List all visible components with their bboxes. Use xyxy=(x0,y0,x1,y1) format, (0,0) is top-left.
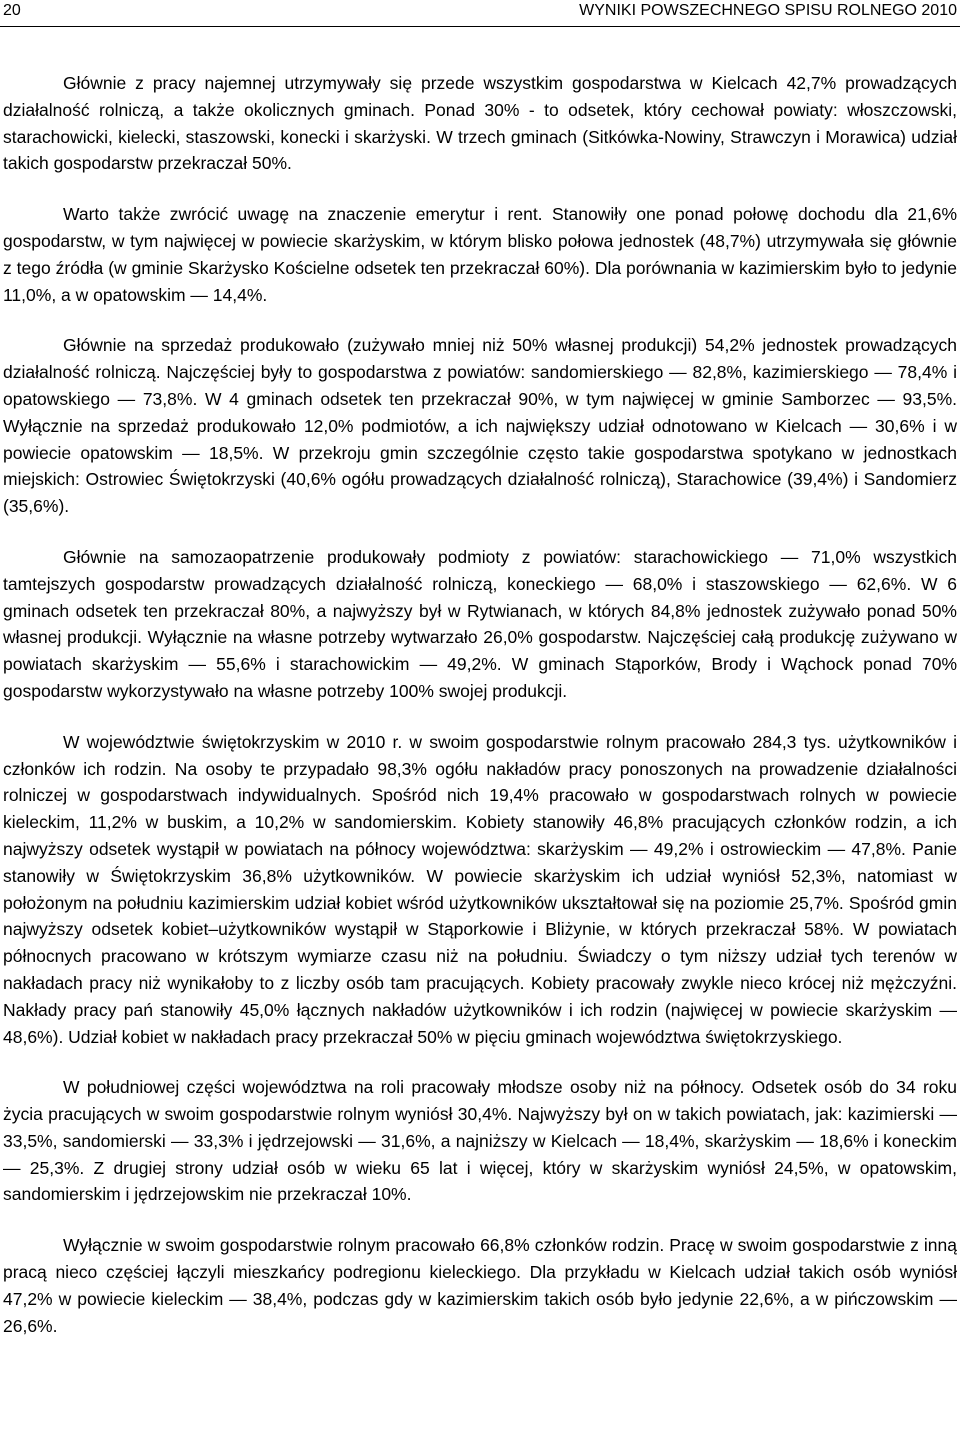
page-number: 20 xyxy=(3,2,21,19)
page-header xyxy=(0,0,960,27)
paragraph-other-work: Wyłącznie w swoim gospodarstwie rolnym pracowało 66,8% członków rodzin. Pracę w swoim gospodarstwie z inną pracą nieco częściej łączyli mieszkańcy podregionu kieleckiego. Dla przykładu w Kielcach udział takich osób wyniósł 47,2% w powiecie kieleckim — 38,4%, podczas gdy w kazimierskim takich osób było jedynie 22,6%, a w pińczowskim — 26,6%. xyxy=(3,1235,957,1336)
running-title: WYNIKI POWSZECHNEGO SPISU ROLNEGO 2010 xyxy=(579,2,957,19)
paragraph-sale-production: Głównie na sprzedaż produkowało (zużywało mniej niż 50% własnej produkcji) 54,2% jednostek prowadzących działalność rolniczą. Najczęściej były to gospodarstwa z powiatów: sandomierskiego — 82,8%, kazimierskiego — 78,4% i opatowskiego — 73,8%. W 4 gminach odsetek ten przekraczał 90%, w tym najwięcej w gminie Samborzec — 93,5%. Wyłącznie na sprzedaż produkowało 12,0% podmiotów, a ich największy udział odnotowano w Kielcach — 30,6% i w powiecie opatowskim — 18,5%. W przekroju gmin szczególnie często takie gospodarstwa spotykano w jednostkach miejskich: Ostrowiec Świętokrzyski (40,6% ogółu prowadzących działalność rolniczą), Starachowice (39,4%) i Sandomierz (35,6%). xyxy=(3,335,957,517)
paragraph-self-supply: Głównie na samozaopatrzenie produkowały podmioty z powiatów: starachowickiego — 71,0% wszystkich tamtejszych gospodarstw prowadzących działalność rolniczą, koneckiego — 68,0% i staszowskiego — 62,6%. W 6 gminach odsetek ten przekraczał 80%, a najwyższy był w Rytwianach, w których 84,8% jednostek zużywało ponad 50% własnej produkcji. Wyłącznie na własne potrzeby wytwarzało 26,0% gospodarstw. Najczęściej całą produkcję zużywano w powiatach skarżyskim — 55,6% i starachowickim — 49,2%. W gminach Stąporków, Brody i Wąchock ponad 70% gospodarstw wykorzystywało na własne potrzeby 100% swojej produkcji. xyxy=(3,546,957,701)
paragraph-workers: W województwie świętokrzyskim w 2010 r. w swoim gospodarstwie rolnym pracowało 284,3 tys. użytkowników i członków ich rodzin. Na osoby te przypadało 98,3% ogółu nakładów pracy ponoszonych na prowadzenie działalności rolniczej w gospodarstwach indywidualnych. Spośród nich 19,4% pracowało w gospodarstwach rolnych w powiecie kieleckim, 11,2% w buskim, a 10,2% w sandomierskim. Kobiety stanowiły 46,8% pracujących członków rodzin, a ich najwyższy odsetek wystąpił w powiatach na północy województwa: skarżyskim — 49,2% i ostrowieckim — 47,8%. Panie stanowiły w Świętokrzyskim 36,8% użytkowników. W powiecie skarżyskim ich udział wyniósł 52,3%, natomiast w położonym na południu kazimierskim udział kobiet wśród użytkowników ukształtował się na poziomie 25,7%. Spośród gmin najwyższy odsetek kobiet–użytkowników wystąpił w Stąporkowie i Bliżynie, w których przekraczał 58%. W powiatach północnych pracowano w krótszym wymiarze czasu niż na południu. Świadczy o tym niższy udział tych terenów w nakładach pracy niż wynikałoby to z liczby osób tam pracujących. Kobiety pracowały zwykle nieco krócej niż mężczyźni. Nakłady pracy pań stanowiły 45,0% łącznych nakładów użytkowników i ich rodzin (najwięcej w powiecie skarżyskim — 48,6%). Udział kobiet w nakładach pracy przekraczał 50% w pięciu gminach województwa świętokrzyskiego. xyxy=(3,731,957,1047)
body-text xyxy=(3,70,957,1363)
paragraph-pensions: Warto także zwrócić uwagę na znaczenie emerytur i rent. Stanowiły one ponad połowę dochodu dla 21,6% gospodarstw, w tym najwięcej w powiecie skarżyskim, w którym blisko połowa jednostek (48,7%) utrzymywała się głównie z tego źródła (w gminie Skarżysko Kościelne odsetek ten przekraczał 60%). Dla porównania w kazimierskim było to jedynie 11,0%, a w opatowskim — 14,4%. xyxy=(3,204,957,305)
paragraph-hired-labour: Głównie z pracy najemnej utrzymywały się przede wszystkim gospodarstwa w Kielcach 42,7% prowadzących działalność rolniczą, a także okolicznych gminach. Ponad 30% - to odsetek, który cechował powiaty: włoszczowski, starachowicki, kielecki, staszowski, konecki i skarżyski. W trzech gminach (Sitkówka-Nowiny, Strawczyn i Morawica) udział takich gospodarstw przekraczał 50%. xyxy=(3,73,957,174)
paragraph-age-structure: W południowej części województwa na roli pracowały młodsze osoby niż na północy. Odsetek osób do 34 roku życia pracujących w swoim gospodarstwie rolnym wyniósł 30,4%. Najwyższy był on w takich powiatach, jak: kazimierski — 33,5%, sandomierski — 33,3% i jędrzejowski — 31,6%, a najniższy w Kielcach — 18,4%, skarżyskim — 18,6% i koneckim — 25,3%. Z drugiej strony udział osób w wieku 65 lat i więcej, który w skarżyskim wyniósł 24,5%, w opatowskim, sandomierskim i jędrzejowskim nie przekraczał 10%. xyxy=(3,1077,957,1205)
